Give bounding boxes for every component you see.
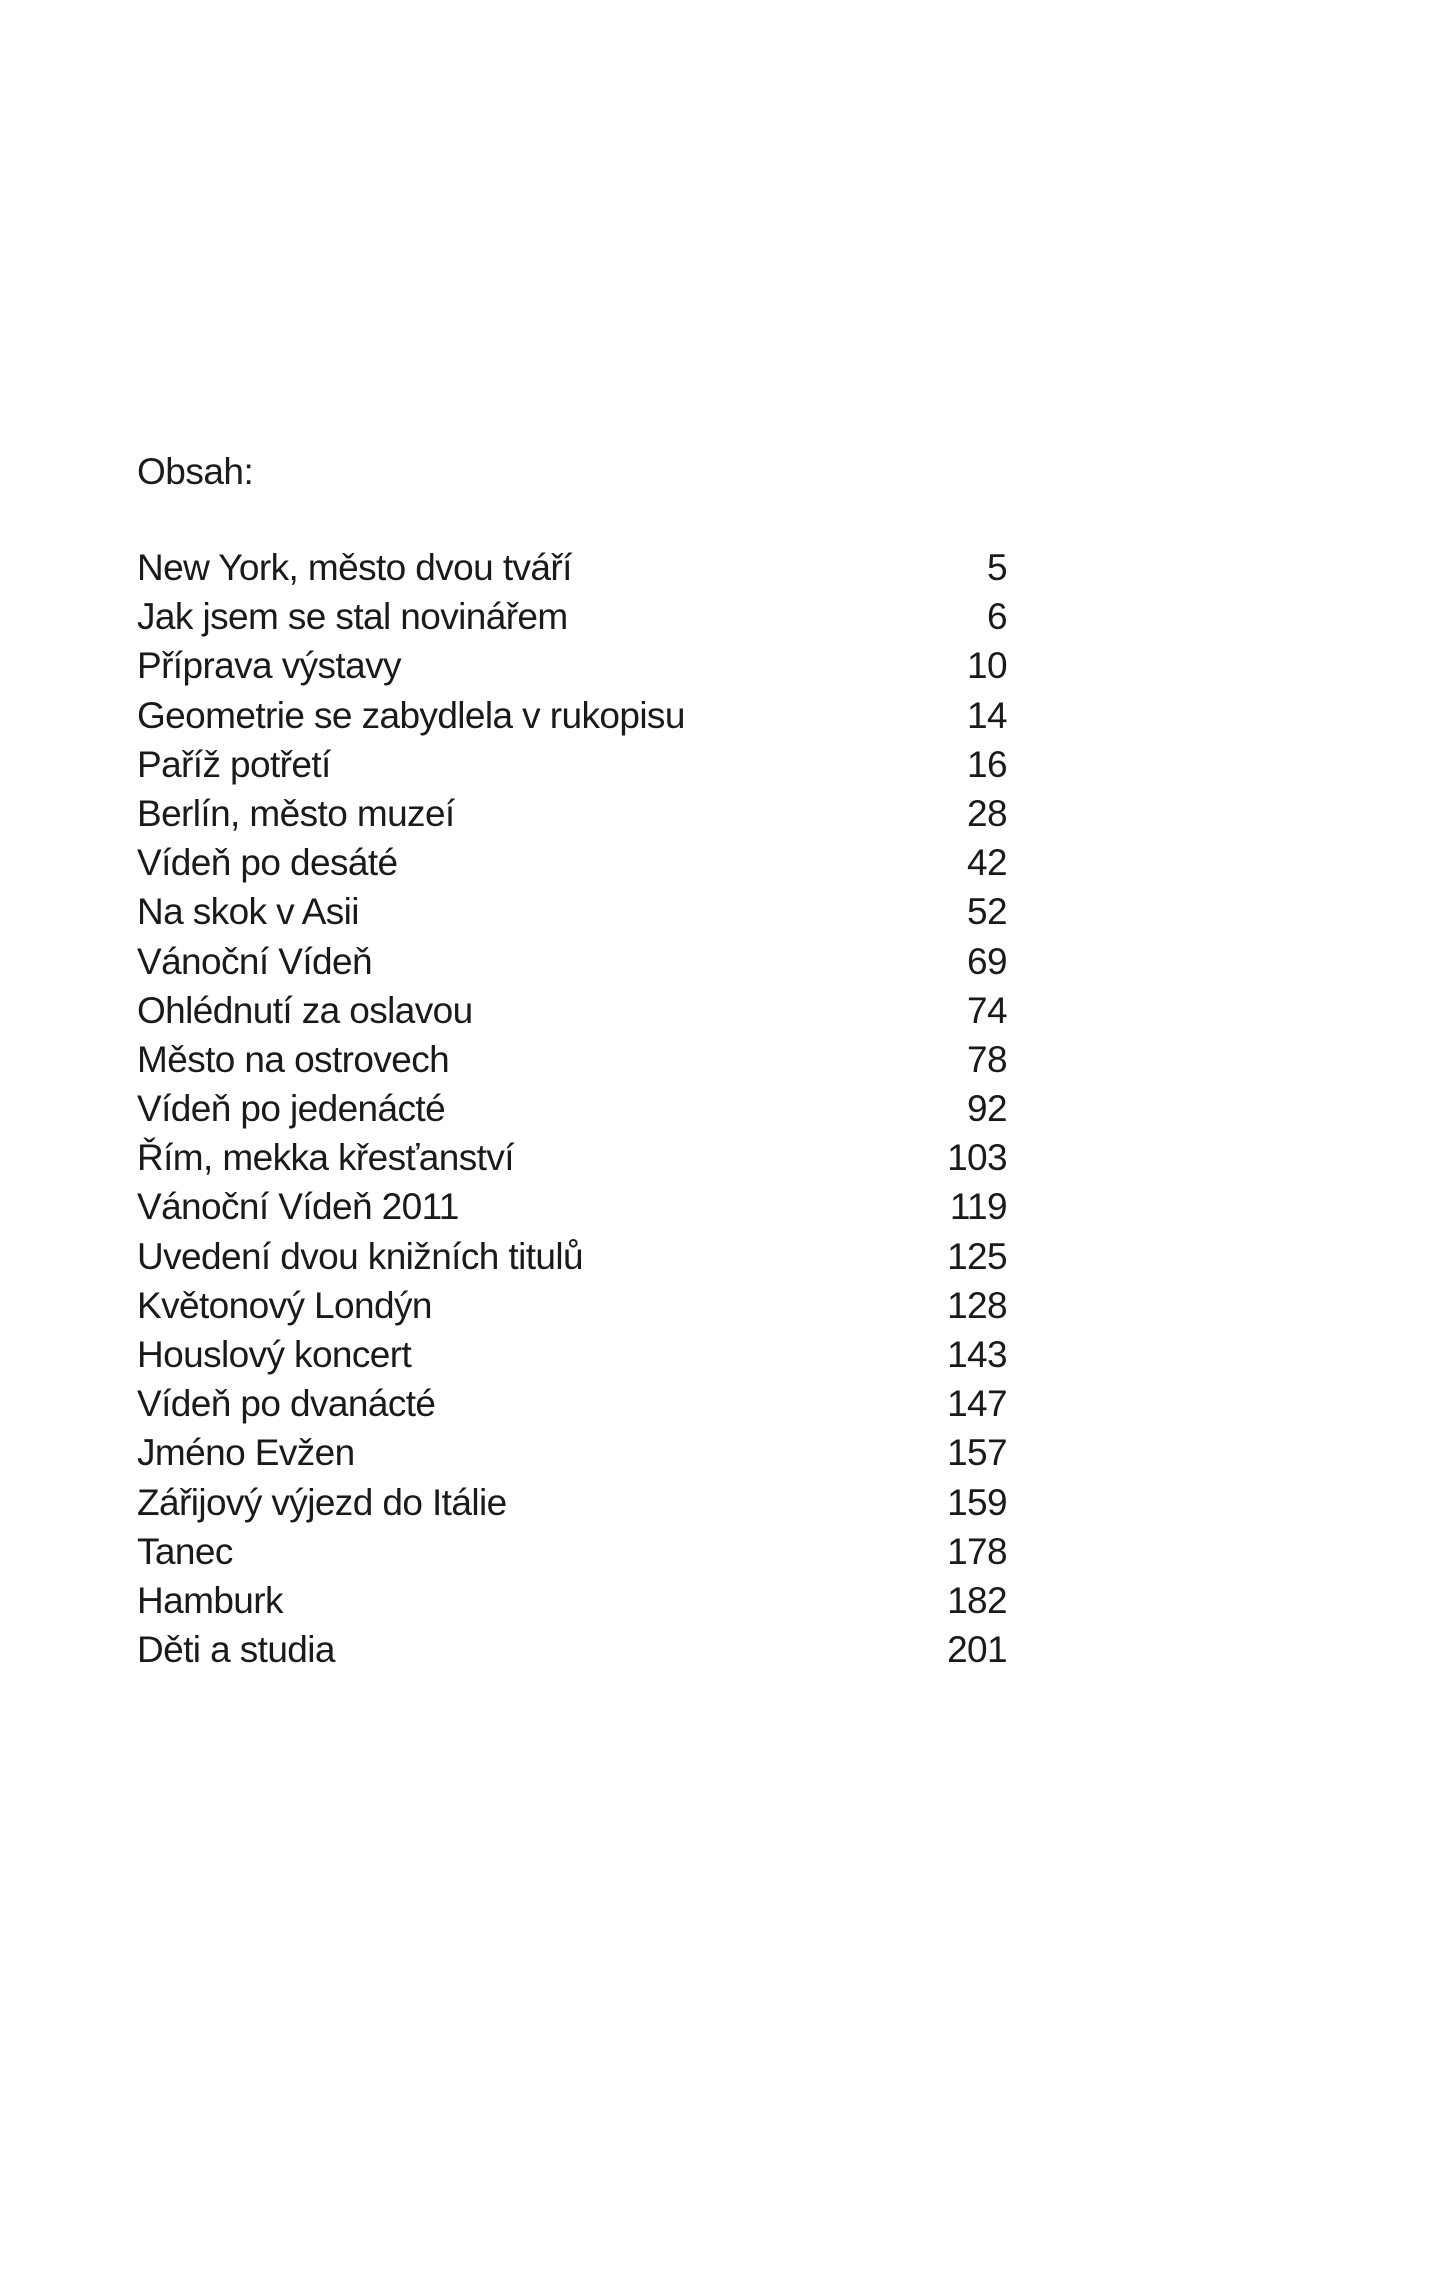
toc-entry — [137, 838, 1007, 887]
toc-entry-title: Tanec — [137, 1530, 233, 1572]
toc-entry — [137, 1625, 1007, 1674]
toc-entry-title: Houslový koncert — [137, 1334, 412, 1375]
toc-entry-title: Vídeň po dvanácté — [137, 1383, 436, 1425]
toc-entry-title: Paříž potřetí — [137, 743, 331, 785]
toc-entry-title: Ohlédnutí za oslavou — [137, 989, 473, 1031]
toc-entry-title: Vánoční Vídeň — [137, 940, 372, 982]
table-of-contents — [137, 543, 1007, 1674]
toc-entry — [137, 1527, 1007, 1576]
toc-entry — [137, 1182, 1007, 1231]
toc-entry-page: 125 — [947, 1235, 1007, 1277]
toc-entry-title: New York, město dvou tváří — [137, 547, 572, 588]
toc-entry — [137, 1133, 1007, 1182]
toc-entry-title: Květonový Londýn — [137, 1284, 432, 1326]
toc-entry — [137, 937, 1007, 986]
toc-entry-page: 5 — [987, 547, 1007, 588]
toc-entry-page: 119 — [949, 1186, 1007, 1228]
toc-entry-title: Vídeň po jedenácté — [137, 1088, 446, 1130]
toc-entry-title: Příprava výstavy — [137, 645, 401, 687]
toc-entry-page: 182 — [947, 1579, 1007, 1621]
toc-entry — [137, 887, 1007, 936]
toc-entry — [137, 789, 1007, 838]
toc-entry-page: 14 — [967, 694, 1007, 736]
toc-entry-title: Jak jsem se stal novinářem — [137, 596, 568, 638]
toc-entry — [137, 641, 1007, 690]
toc-entry-title: Vídeň po desáté — [137, 842, 398, 884]
toc-entry — [137, 592, 1007, 641]
toc-entry-page: 159 — [947, 1481, 1007, 1523]
toc-entry — [137, 1330, 1007, 1379]
toc-entry-page: 178 — [947, 1530, 1007, 1572]
toc-entry-page: 10 — [967, 645, 1007, 687]
toc-entry-page: 74 — [967, 989, 1007, 1031]
toc-entry — [137, 543, 1007, 592]
toc-entry — [137, 691, 1007, 740]
toc-entry-page: 103 — [947, 1137, 1007, 1179]
toc-entry — [137, 1478, 1007, 1527]
toc-entry-title: Vánoční Vídeň 2011 — [137, 1186, 459, 1228]
toc-heading: Obsah: — [137, 451, 254, 492]
toc-entry-title: Město na ostrovech — [137, 1038, 450, 1080]
toc-entry-page: 147 — [947, 1383, 1007, 1425]
toc-entry-page: 128 — [947, 1284, 1007, 1326]
toc-entry-page: 42 — [967, 842, 1007, 884]
toc-entry-page: 69 — [967, 940, 1007, 982]
toc-entry-title: Berlín, město muzeí — [137, 792, 455, 834]
toc-entry-page: 16 — [967, 743, 1007, 785]
toc-entry-page: 78 — [967, 1038, 1007, 1080]
toc-entry — [137, 1379, 1007, 1428]
toc-entry — [137, 1576, 1007, 1625]
toc-entry-page: 6 — [987, 596, 1007, 638]
toc-entry-page: 143 — [947, 1334, 1007, 1375]
toc-entry — [137, 740, 1007, 789]
toc-entry-title: Geometrie se zabydlela v rukopisu — [137, 694, 685, 736]
toc-entry-title: Na skok v Asii — [137, 891, 359, 933]
toc-entry-page: 201 — [947, 1629, 1007, 1671]
toc-entry-title: Zářijový výjezd do Itálie — [137, 1481, 507, 1523]
toc-entry — [137, 986, 1007, 1035]
toc-entry-title: Uvedení dvou knižních titulů — [137, 1235, 583, 1277]
toc-entry — [137, 1281, 1007, 1330]
toc-entry — [137, 1084, 1007, 1133]
toc-entry-title: Jméno Evžen — [137, 1432, 355, 1474]
toc-entry-title: Řím, mekka křesťanství — [137, 1137, 514, 1179]
toc-entry-title: Hamburk — [137, 1579, 283, 1621]
toc-entry-page: 92 — [967, 1088, 1007, 1130]
toc-entry — [137, 1232, 1007, 1281]
toc-entry — [137, 1035, 1007, 1084]
toc-entry-page: 52 — [967, 891, 1007, 933]
toc-entry — [137, 1428, 1007, 1477]
toc-entry-title: Děti a studia — [137, 1629, 335, 1671]
toc-entry-page: 157 — [947, 1432, 1007, 1474]
toc-entry-page: 28 — [967, 792, 1007, 834]
